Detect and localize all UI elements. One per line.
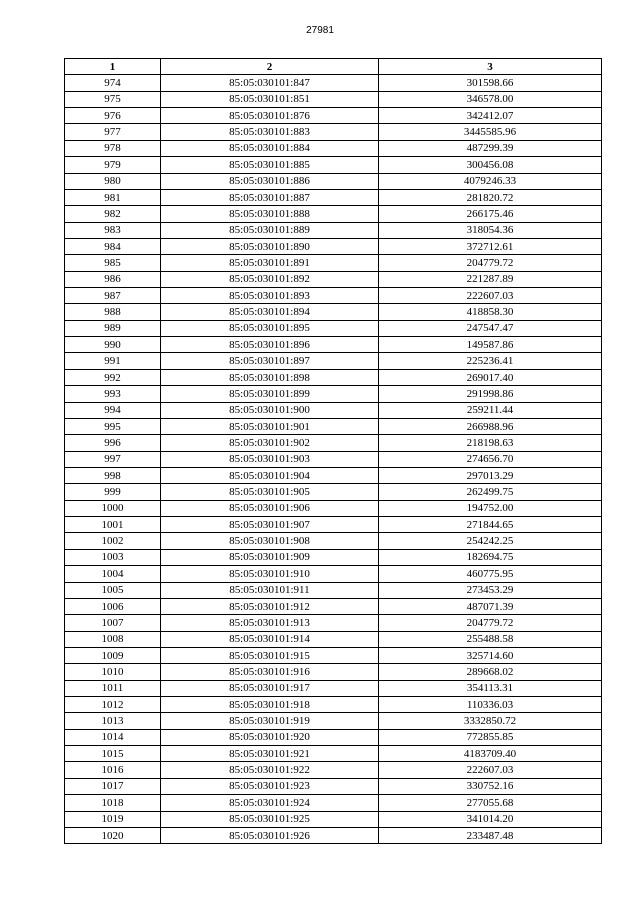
cadastral-number-cell: 85:05:030101:919 — [161, 713, 379, 729]
value-cell: 233487.48 — [379, 827, 602, 843]
table-row — [65, 631, 602, 647]
table-row — [65, 664, 602, 680]
column-header-1: 1 — [65, 59, 161, 75]
table-row — [65, 647, 602, 663]
value-cell: 266175.46 — [379, 206, 602, 222]
value-cell: 204779.72 — [379, 615, 602, 631]
cadastral-number-cell: 85:05:030101:884 — [161, 140, 379, 156]
cadastral-number-cell: 85:05:030101:909 — [161, 549, 379, 565]
row-number-cell: 996 — [65, 435, 161, 451]
value-cell: 418858.30 — [379, 304, 602, 320]
row-number-cell: 985 — [65, 255, 161, 271]
row-number-cell: 998 — [65, 467, 161, 483]
cadastral-number-cell: 85:05:030101:847 — [161, 75, 379, 91]
row-number-cell: 1000 — [65, 500, 161, 516]
value-cell: 346578.00 — [379, 91, 602, 107]
row-number-cell: 987 — [65, 288, 161, 304]
value-cell: 325714.60 — [379, 647, 602, 663]
row-number-cell: 976 — [65, 108, 161, 124]
cadastral-number-cell: 85:05:030101:895 — [161, 320, 379, 336]
cadastral-number-cell: 85:05:030101:898 — [161, 369, 379, 385]
value-cell: 204779.72 — [379, 255, 602, 271]
table-row — [65, 271, 602, 287]
table-row — [65, 353, 602, 369]
cadastral-number-cell: 85:05:030101:892 — [161, 271, 379, 287]
row-number-cell: 1002 — [65, 533, 161, 549]
value-cell: 4079246.33 — [379, 173, 602, 189]
value-cell: 281820.72 — [379, 189, 602, 205]
value-cell: 342412.07 — [379, 108, 602, 124]
row-number-cell: 1005 — [65, 582, 161, 598]
value-cell: 255488.58 — [379, 631, 602, 647]
cadastral-number-cell: 85:05:030101:923 — [161, 778, 379, 794]
row-number-cell: 994 — [65, 402, 161, 418]
value-cell: 225236.41 — [379, 353, 602, 369]
cadastral-number-cell: 85:05:030101:917 — [161, 680, 379, 696]
table-row — [65, 598, 602, 614]
row-number-cell: 1001 — [65, 517, 161, 533]
cadastral-number-cell: 85:05:030101:851 — [161, 91, 379, 107]
table-row — [65, 75, 602, 91]
row-number-cell: 984 — [65, 238, 161, 254]
table-row — [65, 729, 602, 745]
value-cell: 273453.29 — [379, 582, 602, 598]
cadastral-number-cell: 85:05:030101:888 — [161, 206, 379, 222]
cadastral-number-cell: 85:05:030101:912 — [161, 598, 379, 614]
row-number-cell: 980 — [65, 173, 161, 189]
row-number-cell: 974 — [65, 75, 161, 91]
row-number-cell: 997 — [65, 451, 161, 467]
table-row — [65, 533, 602, 549]
row-number-cell: 990 — [65, 337, 161, 353]
row-number-cell: 1014 — [65, 729, 161, 745]
value-cell: 271844.65 — [379, 517, 602, 533]
row-number-cell: 1003 — [65, 549, 161, 565]
cadastral-number-cell: 85:05:030101:908 — [161, 533, 379, 549]
cadastral-number-cell: 85:05:030101:900 — [161, 402, 379, 418]
cadastral-number-cell: 85:05:030101:921 — [161, 746, 379, 762]
row-number-cell: 993 — [65, 386, 161, 402]
value-cell: 300456.08 — [379, 157, 602, 173]
table-row — [65, 124, 602, 140]
table-row — [65, 451, 602, 467]
value-cell: 221287.89 — [379, 271, 602, 287]
cadastral-number-cell: 85:05:030101:915 — [161, 647, 379, 663]
value-cell: 269017.40 — [379, 369, 602, 385]
row-number-cell: 1011 — [65, 680, 161, 696]
table-row — [65, 484, 602, 500]
table-row — [65, 255, 602, 271]
value-cell: 3445585.96 — [379, 124, 602, 140]
value-cell: 372712.61 — [379, 238, 602, 254]
row-number-cell: 975 — [65, 91, 161, 107]
value-cell: 354113.31 — [379, 680, 602, 696]
row-number-cell: 1006 — [65, 598, 161, 614]
table-row — [65, 778, 602, 794]
value-cell: 194752.00 — [379, 500, 602, 516]
table-row — [65, 189, 602, 205]
row-number-cell: 999 — [65, 484, 161, 500]
table-row — [65, 811, 602, 827]
row-number-cell: 991 — [65, 353, 161, 369]
table-row — [65, 827, 602, 843]
table-row — [65, 173, 602, 189]
cadastral-number-cell: 85:05:030101:903 — [161, 451, 379, 467]
cadastral-number-cell: 85:05:030101:906 — [161, 500, 379, 516]
table-row — [65, 615, 602, 631]
row-number-cell: 981 — [65, 189, 161, 205]
cadastral-number-cell: 85:05:030101:918 — [161, 697, 379, 713]
table-row — [65, 762, 602, 778]
cadastral-number-cell: 85:05:030101:889 — [161, 222, 379, 238]
table-row — [65, 320, 602, 336]
cadastral-number-cell: 85:05:030101:924 — [161, 795, 379, 811]
cadastral-number-cell: 85:05:030101:901 — [161, 418, 379, 434]
value-cell: 487299.39 — [379, 140, 602, 156]
value-cell: 254242.25 — [379, 533, 602, 549]
table-row — [65, 91, 602, 107]
row-number-cell: 978 — [65, 140, 161, 156]
row-number-cell: 979 — [65, 157, 161, 173]
value-cell: 259211.44 — [379, 402, 602, 418]
cadastral-number-cell: 85:05:030101:883 — [161, 124, 379, 140]
table-row — [65, 369, 602, 385]
value-cell: 460775.95 — [379, 566, 602, 582]
table-row — [65, 517, 602, 533]
row-number-cell: 1010 — [65, 664, 161, 680]
cadastral-number-cell: 85:05:030101:910 — [161, 566, 379, 582]
table-row — [65, 467, 602, 483]
value-cell: 297013.29 — [379, 467, 602, 483]
registry-table — [64, 58, 602, 844]
value-cell: 3332850.72 — [379, 713, 602, 729]
row-number-cell: 1018 — [65, 795, 161, 811]
cadastral-number-cell: 85:05:030101:891 — [161, 255, 379, 271]
value-cell: 341014.20 — [379, 811, 602, 827]
row-number-cell: 1013 — [65, 713, 161, 729]
value-cell: 289668.02 — [379, 664, 602, 680]
row-number-cell: 1012 — [65, 697, 161, 713]
row-number-cell: 986 — [65, 271, 161, 287]
cadastral-number-cell: 85:05:030101:907 — [161, 517, 379, 533]
row-number-cell: 1008 — [65, 631, 161, 647]
value-cell: 274656.70 — [379, 451, 602, 467]
cadastral-number-cell: 85:05:030101:926 — [161, 827, 379, 843]
cadastral-number-cell: 85:05:030101:913 — [161, 615, 379, 631]
cadastral-number-cell: 85:05:030101:920 — [161, 729, 379, 745]
cadastral-number-cell: 85:05:030101:904 — [161, 467, 379, 483]
table-row — [65, 418, 602, 434]
table-row — [65, 288, 602, 304]
table-row — [65, 582, 602, 598]
table-row — [65, 386, 602, 402]
cadastral-number-cell: 85:05:030101:914 — [161, 631, 379, 647]
value-cell: 149587.86 — [379, 337, 602, 353]
value-cell: 301598.66 — [379, 75, 602, 91]
row-number-cell: 988 — [65, 304, 161, 320]
value-cell: 222607.03 — [379, 762, 602, 778]
cadastral-number-cell: 85:05:030101:916 — [161, 664, 379, 680]
row-number-cell: 995 — [65, 418, 161, 434]
table-row — [65, 108, 602, 124]
row-number-cell: 982 — [65, 206, 161, 222]
table-body — [65, 75, 602, 844]
table-row — [65, 206, 602, 222]
cadastral-number-cell: 85:05:030101:890 — [161, 238, 379, 254]
table-row — [65, 157, 602, 173]
table-row — [65, 795, 602, 811]
table-row — [65, 435, 602, 451]
table-row — [65, 402, 602, 418]
cadastral-number-cell: 85:05:030101:887 — [161, 189, 379, 205]
cadastral-number-cell: 85:05:030101:902 — [161, 435, 379, 451]
value-cell: 330752.16 — [379, 778, 602, 794]
table-row — [65, 222, 602, 238]
row-number-cell: 1009 — [65, 647, 161, 663]
value-cell: 4183709.40 — [379, 746, 602, 762]
column-header-3: 3 — [379, 59, 602, 75]
value-cell: 222607.03 — [379, 288, 602, 304]
table-row — [65, 238, 602, 254]
table-row — [65, 713, 602, 729]
table-row — [65, 746, 602, 762]
table-row — [65, 500, 602, 516]
table-row — [65, 140, 602, 156]
table-row — [65, 549, 602, 565]
value-cell: 291998.86 — [379, 386, 602, 402]
table-row — [65, 566, 602, 582]
value-cell: 247547.47 — [379, 320, 602, 336]
row-number-cell: 989 — [65, 320, 161, 336]
table-row — [65, 337, 602, 353]
cadastral-number-cell: 85:05:030101:925 — [161, 811, 379, 827]
value-cell: 487071.39 — [379, 598, 602, 614]
column-header-2: 2 — [161, 59, 379, 75]
row-number-cell: 1020 — [65, 827, 161, 843]
row-number-cell: 992 — [65, 369, 161, 385]
row-number-cell: 977 — [65, 124, 161, 140]
value-cell: 277055.68 — [379, 795, 602, 811]
cadastral-number-cell: 85:05:030101:922 — [161, 762, 379, 778]
table-row — [65, 680, 602, 696]
row-number-cell: 1016 — [65, 762, 161, 778]
cadastral-number-cell: 85:05:030101:905 — [161, 484, 379, 500]
page-number: 27981 — [306, 25, 334, 36]
cadastral-number-cell: 85:05:030101:885 — [161, 157, 379, 173]
cadastral-number-cell: 85:05:030101:899 — [161, 386, 379, 402]
value-cell: 182694.75 — [379, 549, 602, 565]
table-row — [65, 304, 602, 320]
table-row — [65, 697, 602, 713]
row-number-cell: 1004 — [65, 566, 161, 582]
value-cell: 218198.63 — [379, 435, 602, 451]
cadastral-number-cell: 85:05:030101:896 — [161, 337, 379, 353]
cadastral-number-cell: 85:05:030101:894 — [161, 304, 379, 320]
cadastral-number-cell: 85:05:030101:876 — [161, 108, 379, 124]
table-header-row — [65, 59, 602, 75]
row-number-cell: 1017 — [65, 778, 161, 794]
cadastral-number-cell: 85:05:030101:886 — [161, 173, 379, 189]
value-cell: 262499.75 — [379, 484, 602, 500]
row-number-cell: 1015 — [65, 746, 161, 762]
value-cell: 110336.03 — [379, 697, 602, 713]
row-number-cell: 983 — [65, 222, 161, 238]
cadastral-number-cell: 85:05:030101:897 — [161, 353, 379, 369]
row-number-cell: 1019 — [65, 811, 161, 827]
value-cell: 266988.96 — [379, 418, 602, 434]
cadastral-number-cell: 85:05:030101:911 — [161, 582, 379, 598]
value-cell: 318054.36 — [379, 222, 602, 238]
value-cell: 772855.85 — [379, 729, 602, 745]
row-number-cell: 1007 — [65, 615, 161, 631]
cadastral-number-cell: 85:05:030101:893 — [161, 288, 379, 304]
